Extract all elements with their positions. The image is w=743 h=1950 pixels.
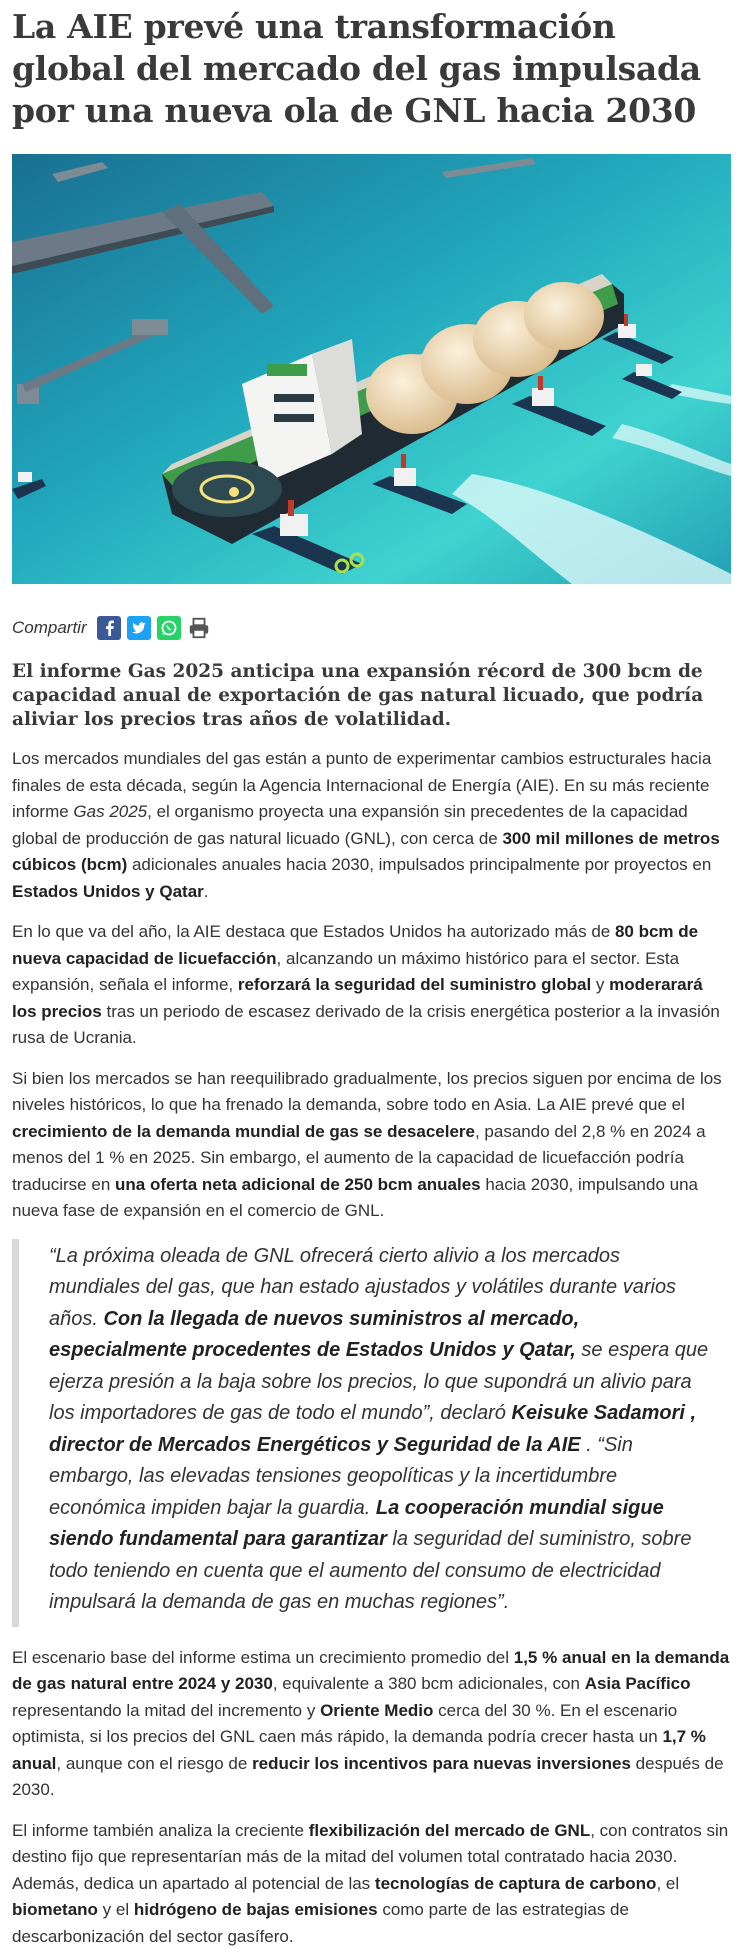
article-lead: El informe Gas 2025 anticipa una expansión récord de 300 bcm de capacidad anual de exportación de gas natural licuado, que podría aliviar los precios tras años de volatilidad. <box>12 660 731 732</box>
facebook-icon[interactable] <box>97 616 121 640</box>
share-bar <box>12 614 731 642</box>
article <box>0 6 743 1950</box>
paragraph-2: En lo que va del año, la AIE destaca que Estados Unidos ha autorizado más de 80 bcm de nueva capacidad de licuefacción, alcanzando un máximo histórico para el sector. Esta expansión, señala el informe, reforzará la seguridad del suministro global y moderarará los precios tras un periodo de escasez derivado de la crisis energética posterior a la invasión rusa de Ucrania. <box>12 919 731 1052</box>
article-title: La AIE prevé una transformación global del mercado del gas impulsada por una nueva ola de GNL hacia 2030 <box>12 6 731 132</box>
paragraph-1: Los mercados mundiales del gas están a punto de experimentar cambios estructurales hacia finales de esta década, según la Agencia Internacional de Energía (AIE). En su más reciente informe Gas 2025, el organismo proyecta una expansión sin precedentes de la capacidad global de producción de gas natural licuado (GNL), con cerca de 300 mil millones de metros cúbicos (bcm) adicionales anuales hacia 2030, impulsados principalmente por proyectos en Estados Unidos y Qatar. <box>12 746 731 905</box>
paragraph-5: El informe también analiza la creciente flexibilización del mercado de GNL, con contratos sin destino fijo que representarían más de la mitad del volumen total contratado hacia 2030. Además, dedica un apartado al potencial de las tecnologías de captura de carbono, el biometano y el hidrógeno de bajas emisiones como parte de las estrategias de descarbonización del sector gasífero. <box>12 1818 731 1950</box>
twitter-icon[interactable] <box>127 616 151 640</box>
lng-tanker-illustration <box>12 154 731 584</box>
paragraph-4: El escenario base del informe estima un crecimiento promedio del 1,5 % anual en la demanda de gas natural entre 2024 y 2030, equivalente a 380 bcm adicionales, con Asia Pacífico representando la mitad del incremento y Oriente Medio cerca del 30 %. En el escenario optimista, si los precios del GNL caen más rápido, la demanda podría crecer hasta un 1,7 % anual, aunque con el riesgo de reducir los incentivos para nuevas inversiones después de 2030. <box>12 1645 731 1804</box>
whatsapp-icon[interactable] <box>157 616 181 640</box>
article-body <box>12 746 731 1950</box>
paragraph-3: Si bien los mercados se han reequilibrado gradualmente, los precios siguen por encima de los niveles históricos, lo que ha frenado la demanda, sobre todo en Asia. La AIE prevé que el crecimiento de la demanda mundial de gas se desacelere, pasando del 2,8 % en 2024 a menos del 1 % en 2025. Sin embargo, el aumento de la capacidad de licuefacción podría traducirse en una oferta neta adicional de 250 bcm anuales hacia 2030, impulsando una nueva fase de expansión en el comercio de GNL. <box>12 1066 731 1225</box>
share-label: Compartir <box>12 618 87 638</box>
hero-image-lng-tanker <box>12 154 731 584</box>
print-icon[interactable] <box>187 616 211 640</box>
pull-quote: “La próxima oleada de GNL ofrecerá cierto alivio a los mercados mundiales del gas, que han estado ajustados y volátiles durante varios años. Con la llegada de nuevos suministros al mercado, especialmente procedentes de Estados Unidos y Qatar, se espera que ejerza presión a la baja sobre los precios, lo que supondrá un alivio para los importadores de gas de todo el mundo”, declaró Keisuke Sadamori , director de Mercados Energéticos y Seguridad de la AIE . “Sin embargo, las elevadas tensiones geopolíticas y la incertidumbre económica impiden bajar la guardia. La cooperación mundial sigue siendo fundamental para garantizar la seguridad del suministro, sobre todo teniendo en cuenta que el aumento del consumo de electricidad impulsará la demanda de gas en muchas regiones”. <box>12 1239 731 1627</box>
